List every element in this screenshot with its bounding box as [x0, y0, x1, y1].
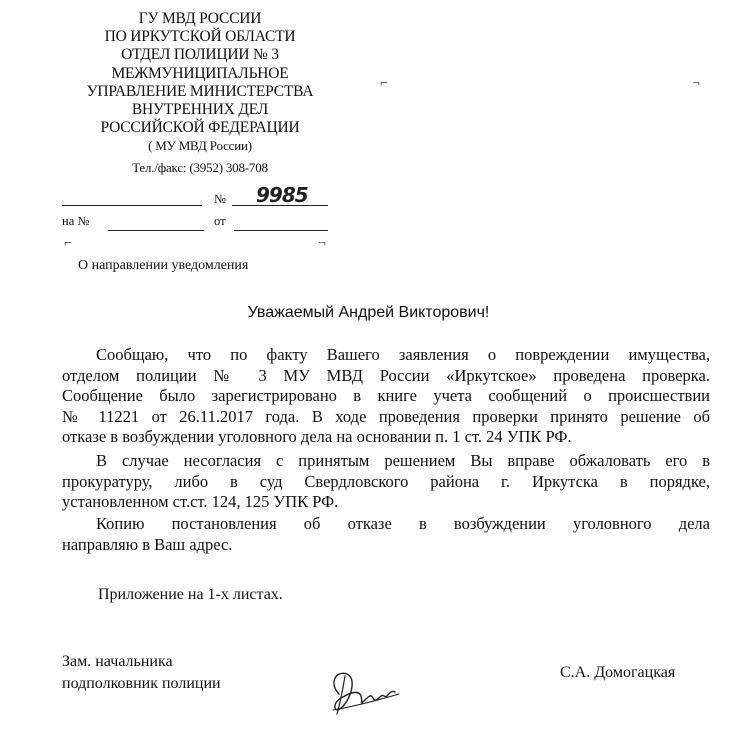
signatory-name: С.А. Домогацкая	[560, 664, 676, 681]
reply-number-line	[108, 230, 204, 231]
handwritten-number: 9985	[256, 183, 308, 207]
corner-mark-left: ⌐	[64, 236, 72, 251]
letterhead-line: ГУ МВД РОССИИ	[138, 10, 262, 27]
letterhead-line: УПРАВЛЕНИЕ МИНИСТЕРСТВА	[86, 82, 314, 100]
number-sign: №	[214, 192, 226, 206]
paragraph-line: В случае несогласия с принятым решением Вы вправе обжаловать его в	[96, 451, 710, 470]
paragraph-findings	[62, 345, 710, 448]
corner-mark-top-right: ¬	[692, 76, 700, 91]
attachment-note: Приложение на 1-х листах.	[98, 586, 283, 603]
paragraph-line: прокуратуру, либо в суд Свердловского района г. Иркутска в порядке,	[62, 471, 710, 491]
paragraph-line: направляю в Ваш адрес.	[62, 534, 233, 554]
reply-date-label: от	[214, 214, 226, 228]
paragraph-line: № 11221 от 26.11.2017 года. В ходе проведения проверки принято решение об	[62, 406, 710, 426]
letterhead-line: ВНУТРЕННИХ ДЕЛ	[131, 101, 269, 119]
letterhead-line: ПО ИРКУТСКОЙ ОБЛАСТИ	[104, 28, 296, 46]
date-blank-line	[62, 205, 202, 206]
paragraph-line: установленном ст.ст. 124, 125 УПК РФ.	[62, 492, 339, 511]
paragraph-line: отказе в возбуждении уголовного дела на основании п. 1 ст. 24 УПК РФ.	[62, 427, 572, 446]
corner-mark-right: ¬	[318, 236, 326, 251]
corner-mark-top-left: ⌐	[380, 76, 388, 91]
letter-subject: О направлении уведомления	[78, 258, 249, 273]
letterhead-short-name: ( МУ МВД России)	[148, 138, 252, 154]
reply-to-label: на №	[62, 214, 90, 228]
paragraph-copy	[62, 514, 710, 555]
paragraph-line: Сообщаю, что по факту Вашего заявления о повреждении имущества,	[96, 345, 710, 364]
paragraph-line: Копию постановления об отказе в возбуждении уголовного дела	[96, 514, 710, 533]
paragraph-appeal	[62, 451, 710, 513]
letterhead-line: ОТДЕЛ ПОЛИЦИИ № 3	[121, 46, 279, 64]
letterhead-line: РОССИЙСКОЙ ФЕДЕРАЦИИ	[100, 119, 300, 137]
paragraph-line: Сообщение было зарегистрировано в книге учета сообщений о происшествии	[62, 386, 710, 405]
reply-date-line	[234, 230, 328, 231]
signatory-position-line: подполковник полиции	[62, 675, 221, 692]
signatory-position	[62, 651, 221, 695]
letterhead-line: МЕЖМУНИЦИПАЛЬНОЕ	[111, 64, 289, 82]
paragraph-line: отделом полиции № 3 МУ МВД России «Иркутское» проведена проверка.	[62, 365, 710, 385]
greeting: Уважаемый Андрей Викторович!	[247, 304, 490, 321]
handwritten-signature	[325, 664, 405, 720]
signatory-position-line: Зам. начальника	[62, 653, 173, 670]
letterhead	[60, 10, 340, 178]
letterhead-phone: Тел./факс: (3952) 308-708	[132, 160, 268, 176]
